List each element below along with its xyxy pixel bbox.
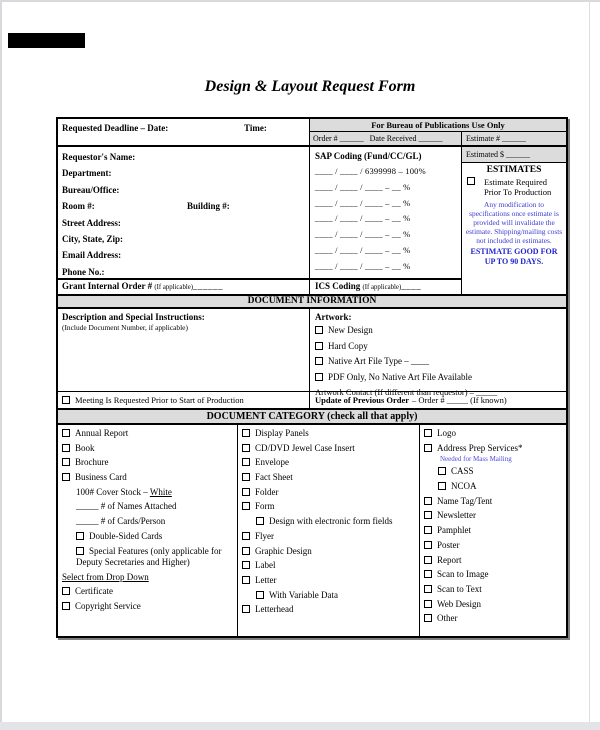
viewport-left-edge	[0, 0, 2, 730]
estimate-number-cell: Estimate # ______	[462, 132, 566, 147]
ics-coding-cell	[310, 278, 462, 294]
category-item-label: Poster	[437, 539, 460, 550]
category-item-label: Other	[437, 613, 458, 624]
sap-coding-line: ____ / ____ / ____ – __ %	[315, 229, 411, 240]
category-item-label: 100# Cover Stock –	[76, 486, 150, 497]
order-number-cell	[310, 132, 462, 147]
request-form-table	[56, 117, 568, 638]
requested-deadline-cell	[58, 119, 310, 147]
artwork-option-label: New Design	[328, 325, 373, 335]
category-item-label: Letter	[255, 574, 277, 585]
checkbox[interactable]	[242, 429, 250, 437]
checkbox[interactable]	[467, 177, 475, 185]
checkbox[interactable]	[424, 585, 432, 593]
sap-coding-line: ____ / ____ / ____ – __ %	[315, 244, 411, 255]
artwork-option-label: Native Art File Type – ____	[328, 356, 429, 366]
viewport-top-edge	[0, 0, 600, 2]
checkbox[interactable]	[315, 373, 323, 381]
category-item-label: Brochure	[75, 457, 109, 468]
checkbox[interactable]	[62, 396, 70, 404]
category-item-label: Newsletter	[437, 510, 476, 521]
field-label: Phone No.:	[62, 266, 105, 277]
update-previous-order-cell	[310, 391, 566, 408]
artwork-option-label: PDF Only, No Native Art File Available	[328, 371, 472, 382]
category-item	[62, 586, 235, 598]
category-item	[62, 501, 235, 513]
category-item-label: Special Features (only applicable for Deputy Secretaries and Higher)	[76, 545, 222, 567]
category-item	[424, 540, 564, 552]
checkbox[interactable]	[62, 587, 70, 595]
date-received-label: Date Received ______	[369, 134, 443, 143]
category-column-2	[238, 425, 420, 636]
checkbox[interactable]	[424, 511, 432, 519]
artwork-options	[315, 325, 566, 382]
checkbox[interactable]	[315, 342, 323, 350]
bureau-use-only-header: For Bureau of Publications Use Only	[310, 119, 566, 132]
meeting-request-label: Meeting Is Requested Prior to Start of Production	[75, 395, 244, 405]
checkbox[interactable]	[62, 458, 70, 466]
grant-order-blank: ______	[193, 281, 224, 291]
sap-coding-cell	[310, 147, 462, 278]
checkbox[interactable]	[76, 547, 84, 555]
category-item-label: NCOA	[451, 481, 477, 492]
category-item	[424, 510, 564, 522]
checkbox[interactable]	[424, 444, 432, 452]
category-item	[62, 531, 235, 543]
checkbox[interactable]	[242, 605, 250, 613]
estimate-required-label: Estimate Required Prior To Production	[484, 177, 552, 197]
checkbox[interactable]	[256, 591, 264, 599]
category-item	[424, 466, 564, 478]
top-left-black-bar	[8, 33, 85, 48]
artwork-option	[315, 325, 566, 335]
category-item	[242, 575, 417, 587]
checkbox[interactable]	[256, 517, 264, 525]
checkbox[interactable]	[424, 614, 432, 622]
category-item-label: _____ # of Names Attached	[76, 501, 177, 512]
category-item-label: Envelope	[255, 457, 289, 468]
checkbox[interactable]	[242, 502, 250, 510]
category-item	[242, 443, 417, 455]
category-item	[424, 496, 564, 508]
category-item	[242, 531, 417, 543]
checkbox[interactable]	[62, 602, 70, 610]
description-hint: (Include Document Number, if applicable)	[62, 323, 188, 332]
checkbox[interactable]	[242, 458, 250, 466]
category-item-label: Web Design	[437, 598, 482, 609]
category-item	[62, 572, 235, 584]
description-cell	[58, 309, 310, 391]
sap-coding-line: ____ / ____ / ____ – __ %	[315, 181, 411, 192]
field-label-secondary: Building #:	[187, 201, 230, 212]
category-item-label: Copyright Service	[75, 601, 141, 612]
category-item	[242, 487, 417, 499]
update-order-label: Update of Previous Order	[315, 395, 410, 405]
category-item	[242, 560, 417, 572]
checkbox[interactable]	[242, 488, 250, 496]
category-item	[424, 525, 564, 537]
checkbox[interactable]	[242, 532, 250, 540]
requested-deadline-label: Requested Deadline – Date:	[62, 123, 169, 133]
category-item-label: CASS	[451, 466, 474, 477]
checkbox[interactable]	[76, 532, 84, 540]
checkbox[interactable]	[242, 444, 250, 452]
category-item	[242, 501, 417, 513]
grant-order-label: Grant Internal Order #	[62, 281, 153, 291]
checkbox[interactable]	[242, 576, 250, 584]
category-item-label: Certificate	[75, 586, 113, 597]
estimate-required-row	[465, 177, 563, 197]
order-number-label: Order # ______	[313, 134, 364, 143]
category-item	[424, 443, 564, 464]
meeting-request-cell	[58, 391, 310, 408]
category-item	[424, 481, 564, 493]
category-item	[424, 555, 564, 567]
category-item	[424, 428, 564, 440]
update-order-rest: – Order # _____ (If known)	[412, 395, 507, 405]
artwork-option	[315, 341, 566, 351]
document-information-header: DOCUMENT INFORMATION	[58, 294, 566, 309]
artwork-contact-line: Artwork Contact (If different than requestor) – _____	[315, 387, 498, 397]
estimated-amount-cell: Estimated $ ______	[462, 147, 566, 163]
category-item-label: Scan to Text	[437, 583, 482, 594]
category-item	[62, 487, 235, 499]
field-label: Department:	[62, 168, 112, 179]
checkbox[interactable]	[438, 467, 446, 475]
time-label: Time:	[244, 123, 267, 133]
category-item-label: Annual Report	[75, 428, 129, 438]
category-item-label: Address Prep Services*	[437, 442, 523, 453]
checkbox[interactable]	[424, 570, 432, 578]
category-item-label: With Variable Data	[269, 589, 338, 600]
category-item-label: Scan to Image	[437, 569, 489, 580]
category-item-label-underlined: Select from Drop Down	[62, 571, 149, 582]
category-item	[242, 428, 417, 440]
category-item-label: Display Panels	[255, 428, 309, 438]
category-item-label: Book	[75, 442, 95, 453]
sap-coding-line: ____ / ____ / ____ – __ %	[315, 197, 411, 208]
category-item-label: Double-Sided Cards	[89, 530, 163, 541]
category-item-label: Name Tag/Tent	[437, 495, 493, 506]
category-item-label: Letterhead	[255, 604, 294, 615]
checkbox[interactable]	[242, 547, 250, 555]
category-item-label: Logo	[437, 428, 456, 438]
sap-coding-line: ____ / ____ / ____ – __ %	[315, 260, 411, 271]
ics-coding-blank: ____	[401, 281, 422, 291]
viewport-right-edge	[589, 0, 590, 730]
category-item	[62, 472, 235, 484]
estimates-box	[462, 163, 566, 294]
estimate-note-bold: ESTIMATE GOOD FOR UP TO 90 DAYS.	[470, 247, 558, 266]
checkbox[interactable]	[315, 357, 323, 365]
category-item	[424, 599, 564, 611]
category-item-label: Form	[255, 501, 275, 512]
estimate-note: Any modification to specifications once estimate is provided will invalidate the estimate. Shipping/mailing costs not included in estimates.	[465, 200, 563, 245]
field-label: Requestor's Name:	[62, 152, 136, 162]
field-label: Room #:	[62, 201, 95, 212]
ics-coding-hint: (If applicable)	[362, 284, 402, 291]
estimates-header: ESTIMATES	[486, 165, 542, 175]
page-title: Design & Layout Request Form	[204, 78, 416, 95]
field-label: City, State, Zip:	[62, 233, 124, 244]
category-item	[424, 584, 564, 596]
checkbox[interactable]	[62, 429, 70, 437]
form-field-row	[62, 165, 309, 181]
ics-coding-label: ICS Coding	[315, 281, 361, 291]
document-category-header: DOCUMENT CATEGORY (check all that apply)	[58, 408, 566, 425]
checkbox[interactable]	[242, 561, 250, 569]
category-item-label: Design with electronic form fields	[269, 516, 393, 527]
category-item-label-underlined: White	[149, 486, 172, 497]
category-item	[242, 604, 417, 616]
category-item	[62, 457, 235, 469]
artwork-option-label: Hard Copy	[328, 340, 368, 351]
form-field-row	[62, 182, 309, 198]
category-item-label: Business Card	[75, 472, 127, 483]
category-item	[62, 601, 235, 613]
category-item-label: Graphic Design	[255, 545, 312, 556]
category-item	[242, 516, 417, 528]
form-field-row	[62, 215, 309, 231]
sap-coding-lines	[315, 164, 461, 275]
category-item	[242, 472, 417, 484]
form-field-row	[62, 198, 309, 214]
category-item-label: Flyer	[255, 530, 274, 541]
checkbox[interactable]	[62, 444, 70, 452]
category-item	[62, 516, 235, 528]
category-item	[424, 569, 564, 581]
category-item-label: Label	[255, 560, 276, 571]
checkbox[interactable]	[315, 326, 323, 334]
category-column-3	[420, 425, 566, 636]
checkbox[interactable]	[424, 526, 432, 534]
category-item	[62, 428, 235, 440]
viewport-bottom-edge	[0, 722, 600, 730]
field-label: Bureau/Office:	[62, 184, 120, 195]
artwork-option	[315, 356, 566, 366]
form-field-row	[62, 231, 309, 247]
category-item-label: Folder	[255, 486, 279, 497]
checkbox[interactable]	[424, 556, 432, 564]
artwork-label: Artwork:	[315, 312, 352, 322]
checkbox[interactable]	[438, 482, 446, 490]
category-item	[242, 457, 417, 469]
checkbox[interactable]	[424, 541, 432, 549]
category-item-label: Fact Sheet	[255, 472, 293, 483]
field-label: Street Address:	[62, 217, 121, 228]
artwork-option	[315, 372, 566, 382]
form-field-row	[62, 149, 309, 165]
sap-coding-line: ____ / ____ / ____ – __ %	[315, 213, 411, 224]
grant-order-hint: (If applicable)	[154, 284, 194, 291]
form-field-row	[62, 247, 309, 263]
sap-coding-line: ____ / ____ / 6399998 – 100%	[315, 166, 426, 176]
category-column-1	[58, 425, 238, 636]
requestor-info-cell	[58, 147, 310, 278]
category-item	[424, 613, 564, 625]
category-item-label: CD/DVD Jewel Case Insert	[255, 442, 355, 453]
category-item	[242, 546, 417, 558]
category-item	[62, 546, 235, 569]
description-label: Description and Special Instructions:	[62, 312, 205, 322]
sap-coding-label: SAP Coding (Fund/CC/GL)	[315, 151, 422, 161]
field-label: Email Address:	[62, 250, 122, 261]
artwork-cell	[310, 309, 566, 397]
category-item	[62, 443, 235, 455]
category-item-note: Needed for Mass Mailing	[440, 455, 512, 464]
checkbox[interactable]	[62, 473, 70, 481]
category-item-label: Pamphlet	[437, 525, 471, 536]
checkbox[interactable]	[242, 473, 250, 481]
checkbox[interactable]	[424, 600, 432, 608]
checkbox[interactable]	[424, 429, 432, 437]
checkbox[interactable]	[424, 497, 432, 505]
category-item-label: Report	[437, 554, 462, 565]
category-item	[242, 590, 417, 602]
category-item-label: _____ # of Cards/Person	[76, 516, 166, 527]
grant-order-cell	[58, 278, 310, 294]
